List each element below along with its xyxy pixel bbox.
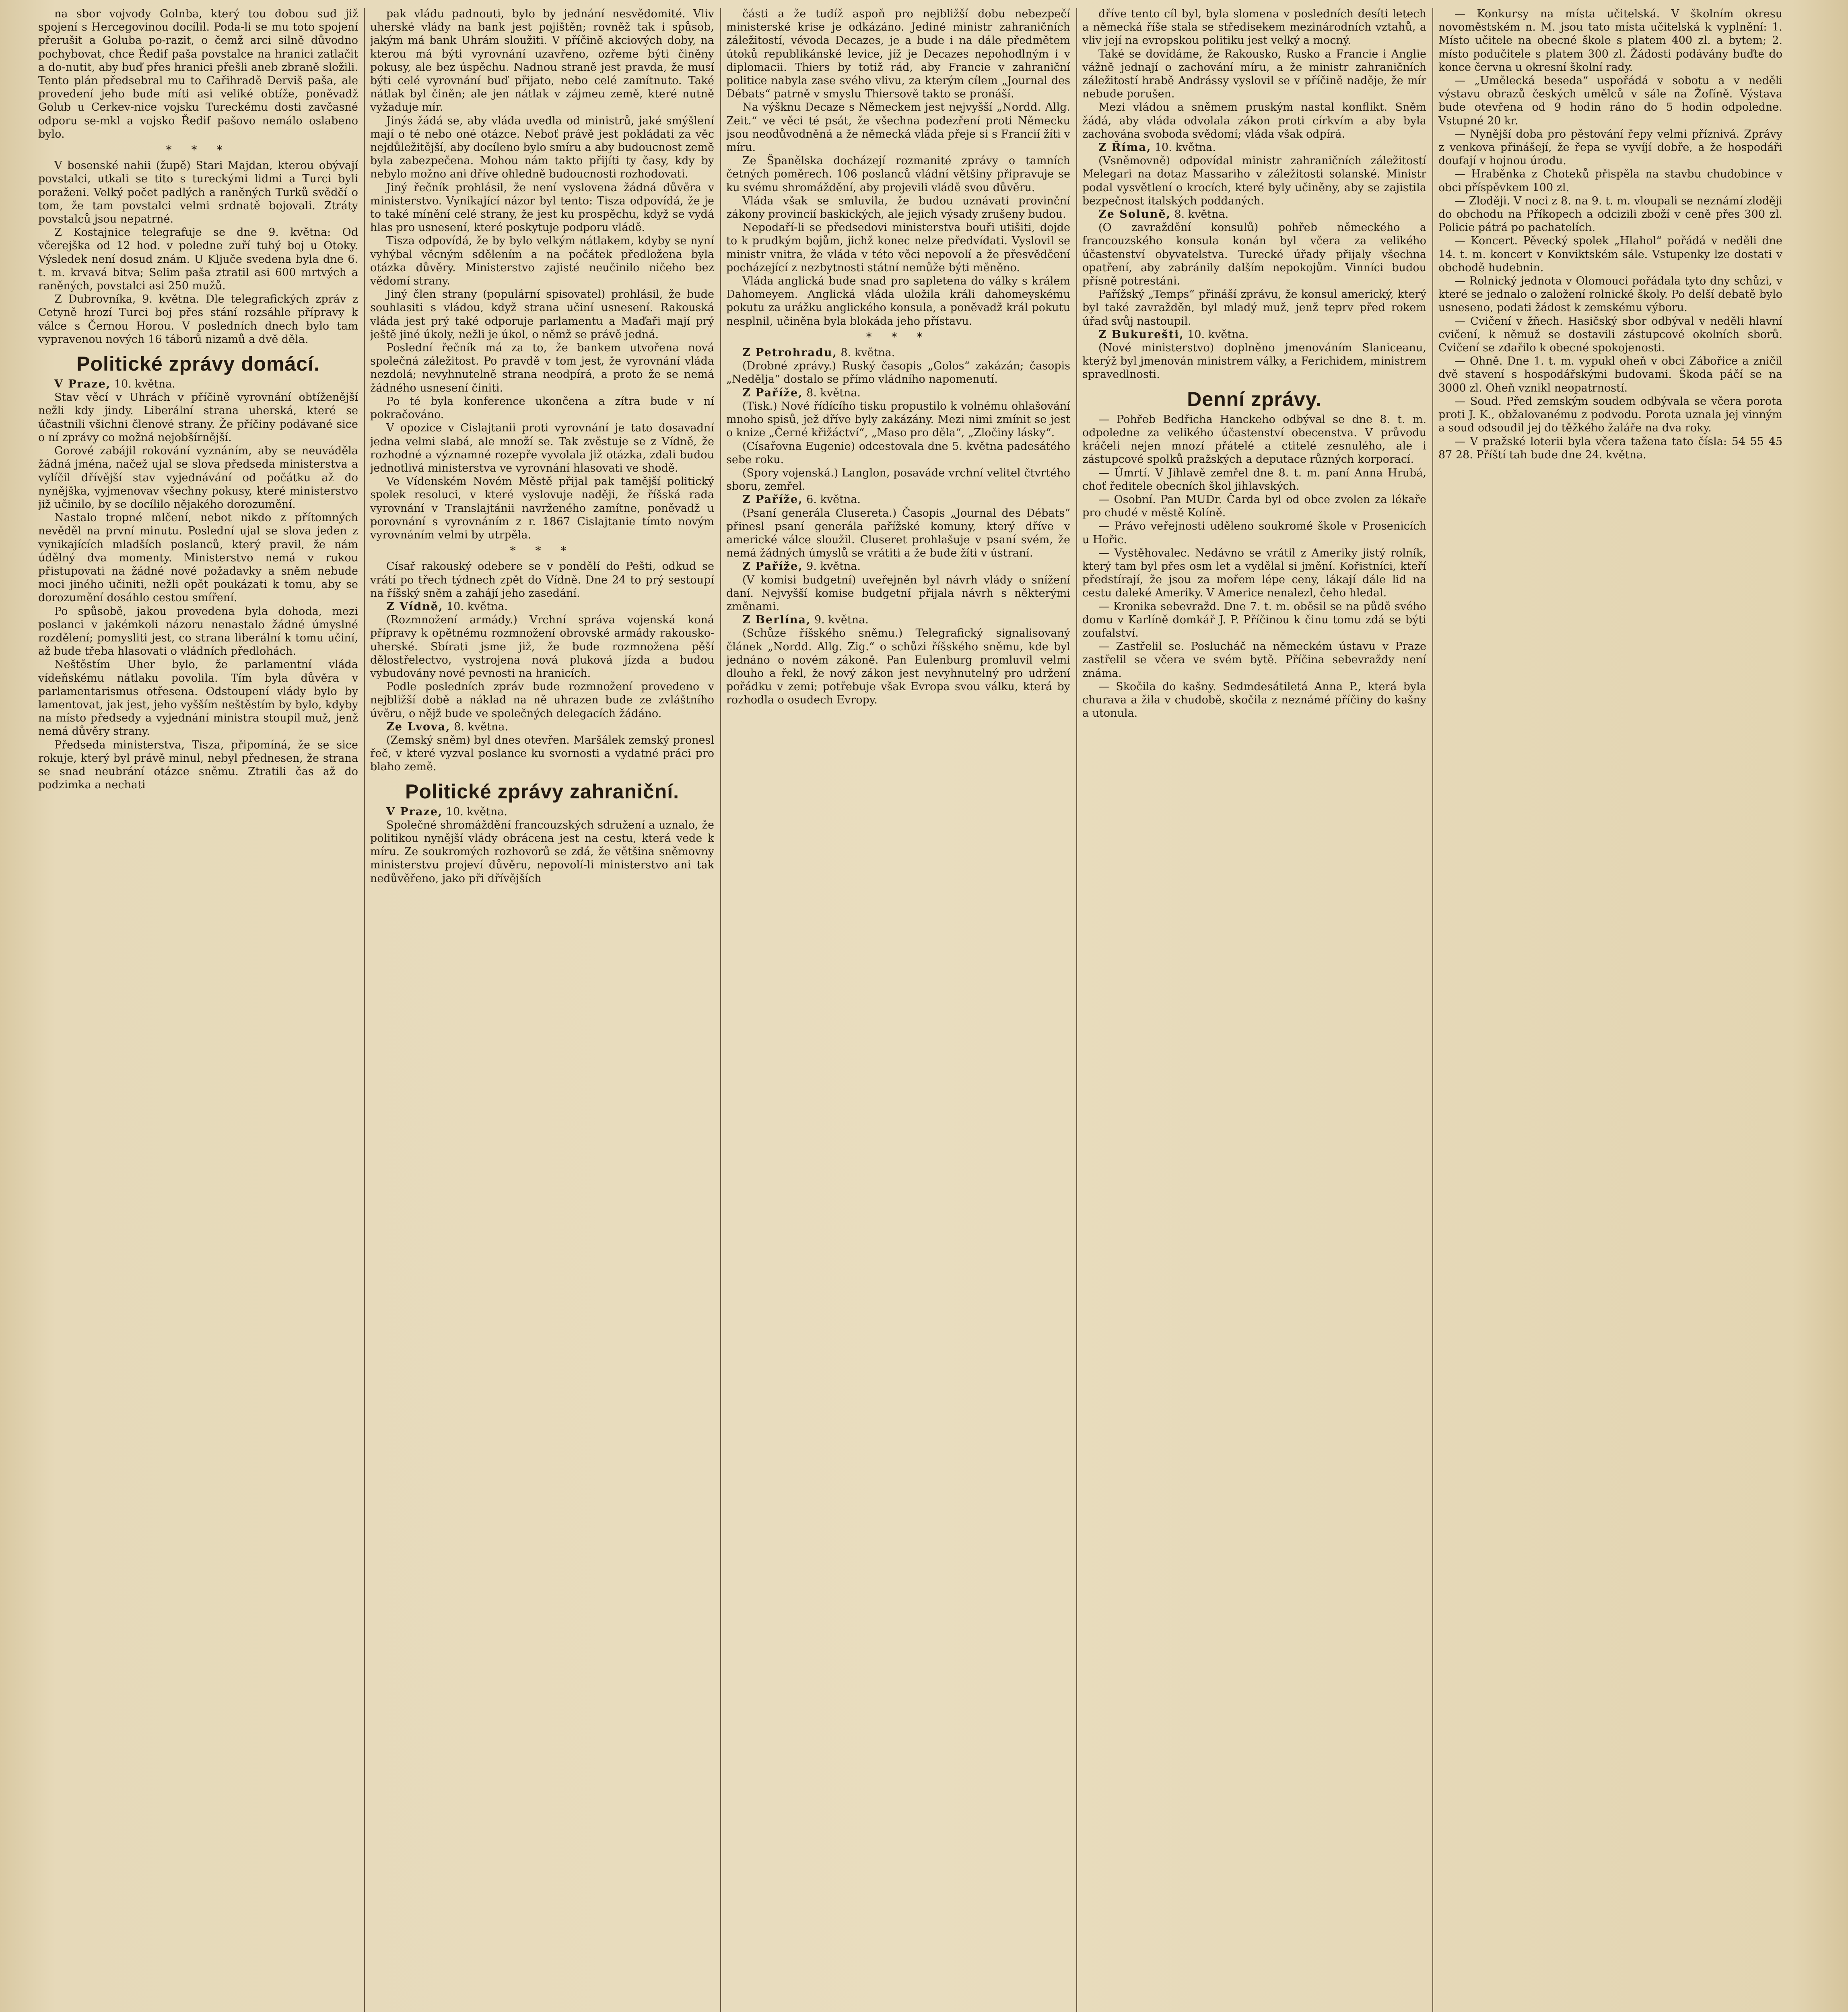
article-paragraph: Společné shromáždění francouzských sdružení a uznalo, že politikou nynější vlády obrácena jest na cestu, která vede k míru. Ze soukromých rozhovorů se zdá, že většina sněmovny ministerstvu projeví důvěru, nepovolí-li ministerstvo ani tak nedůvěřeno, jako při dřívějších bbox=[370, 818, 714, 885]
article-paragraph: (V komisi budgetní) uveřejněn byl návrh vlády o snížení daní. Nejvyšší komise budgetní přijala návrh s některými změnami. bbox=[726, 573, 1070, 613]
dateline-date: 9. května. bbox=[803, 560, 861, 573]
dateline bbox=[726, 560, 1070, 573]
article-paragraph: — Kronika sebevražd. Dne 7. t. m. oběsil se na půdě svého domu v Karlíně domkář J. P. Příčinou k činu tomu zdá se býti zoufalství. bbox=[1082, 600, 1426, 639]
dateline-place: Z Paříže, bbox=[742, 386, 803, 399]
dateline bbox=[370, 720, 714, 734]
article-paragraph: Vláda však se smluvila, že budou uznávati provinční zákony provincií baskických, ale jejich výsady zrušeny budou. bbox=[726, 194, 1070, 221]
article-paragraph: (Nové ministerstvo) doplněno jmenováním Slaniceanu, kterýž byl jmenován ministrem války, a Ferichidem, ministrem spravedlnosti. bbox=[1082, 342, 1426, 381]
article-paragraph: Poslední řečník má za to, že bankem utvořena nová společná záležitost. Po pravdě v tom jest, že vyrovnání vláda nezdolá; nevyhnutelně strana neodpírá, a proto že se nemá žádného usnesení činiti. bbox=[370, 342, 714, 394]
column-4 bbox=[1082, 7, 1426, 2012]
article-paragraph: části a že tudíž aspoň pro nejbližší dobu nebezpečí ministerské krise je odkázáno. Jediné ministr zahraničních záležitostí, vévoda Decazes, je a bude i na dále předmětem útoků republikánské levice, jíž je Decazes nepohodlným i v diplomacii. Thiers by totiž rád, aby Francie v zahraniční politice nabyla zase svého vlivu, za kterým cílem „Journal des Débats“ patrně v smyslu Thiersově takto se pronáší. bbox=[726, 8, 1070, 101]
article-paragraph: V opozice v Cislajtanii proti vyrovnání je tato dosavadní jedna velmi slabá, ale množí se. Tak zvěstuje se z Vídně, že rozhodné a významné rozepře vyvolala již otázka, zdali budou jednotlivá ministerstva ve vyrovnání hlasovati ve shodě. bbox=[370, 422, 714, 474]
column-divider bbox=[720, 8, 721, 2012]
article-paragraph: Z Kostajnice telegrafuje se dne 9. května: Od včerejška od 12 hod. v poledne zuří tuhý boj u Otoky. Výsledek není dosud znám. U Ključe svedena byla dne 6. t. m. krvavá bitva; Selim paša ztratil asi 600 mrtvých a raněných, povstalci asi 250 mužů. bbox=[38, 226, 358, 293]
dateline bbox=[1082, 141, 1426, 154]
article-paragraph: Jiný člen strany (populární spisovatel) prohlásil, že bude souhlasiti s vládou, když strana učiní usnesení. Rakouská vláda jest prý také odporuje parlamentu a Maďaři mají prý ještě jiné úkoly, nežli je úkol, o němž se právě jedná. bbox=[370, 288, 714, 341]
article-paragraph: Ve Vídenském Novém Městě přijal pak tamější politický spolek resoluci, v které vyslovuje naději, že říšská rada vyrovnání v Translajtánii navrženého zamítne, poněvadž u porovnání s vyrovnáním z r. 1867 Cislajtanie tímto novým vyrovnáním velmi by utrpěla. bbox=[370, 475, 714, 541]
dateline bbox=[38, 377, 358, 391]
dateline bbox=[1082, 208, 1426, 221]
dateline-date: 8. května. bbox=[450, 720, 508, 733]
article-paragraph: — Hraběnka z Choteků přispěla na stavbu chudobince v obci příspěvkem 100 zl. bbox=[1438, 168, 1782, 194]
dateline-place: Ze Soluně, bbox=[1098, 208, 1171, 221]
article-paragraph: Jiný řečník prohlásil, že není vyslovena žádná důvěra v ministerstvo. Vynikající názor byl tento: Tisza odpovídá, že je to také mínění celé strany, že jest ku prospěchu, když se vydá hlas pro usnesení, které poskytuje podporu vládě. bbox=[370, 181, 714, 234]
article-paragraph: — V pražské loterii byla včera tažena tato čísla: 54 55 45 87 28. Příští tah bude dne 24. května. bbox=[1438, 435, 1782, 461]
article-paragraph: (Tisk.) Nové řídícího tisku propustilo k volnému ohlašování mnoho spisů, jež dříve byly zakázány. Mezi nimi zmínit se jest o knize „Černé křižáctví“, „Maso pro děla“, „Zločiny lásky“. bbox=[726, 400, 1070, 439]
article-paragraph: — Soud. Před zemským soudem odbývala se včera porota proti J. K., obžalovanému z podvodu. Porota uznala jej vinným a soud odsoudil jej do těžkého žaláře na dva roky. bbox=[1438, 395, 1782, 435]
article-paragraph: (Drobné zprávy.) Ruský časopis „Golos“ zakázán; časopis „Nedělja“ dostalo se přímo vládního napomenutí. bbox=[726, 360, 1070, 386]
article-paragraph: — Rolnický jednota v Olomouci pořádala tyto dny schůzi, v které se jednalo o založení rolnické školy. Po delší debatě bylo usneseno, podati žádost k zemskému výboru. bbox=[1438, 275, 1782, 314]
column-1 bbox=[38, 7, 358, 2012]
article-paragraph: Z Dubrovníka, 9. května. Dle telegrafických zpráv z Cetyně hrozí Turci boj přes stání rozsáhle přípravy k válce s Černou Horou. V posledních dnech bylo tam vypravenou nových 16 táborů nizamů a dvě děla. bbox=[38, 293, 358, 346]
dateline bbox=[370, 600, 714, 613]
dateline-date: 9. května. bbox=[811, 614, 869, 627]
article-paragraph: Nastalo tropné mlčení, nebot nikdo z přítomných nevěděl na první minutu. Poslední ujal se slova jeden z vynikajících mladších poslanců, který pravil, že nám údělný dva momenty. Ministerstvo nemá v rukou přistupovati na žádné nové požadavky a sněm nebude moci jiného učiniti, nežli opět poukázati k tomu, aby se dorozumění dosáhlo cestou smíření. bbox=[38, 511, 358, 604]
article-paragraph: (Zemský sněm) byl dnes otevřen. Maršálek zemský pronesl řeč, v které vyzval poslance ku svornosti a vydatné práci pro blaho země. bbox=[370, 734, 714, 773]
section-separator: * * * bbox=[510, 544, 575, 558]
article-paragraph: (Rozmnožení armády.) Vrchní správa vojenská koná přípravy k opětnému rozmnožení obrovské armády rakousko-uherské. Sbírati jsme již, že bude rozmnožena pěší dělostřelectvo, vystrojena nová pluková jízda a budou vybudovány nové pevnosti na hranicích. bbox=[370, 614, 714, 680]
section-heading: Denní zprávy. bbox=[1187, 388, 1322, 410]
article-paragraph: — Zastřelil se. Poslucháč na německém ústavu v Praze zastřelil se včera ve svém bytě. Příčina sebevraždy není známa. bbox=[1082, 640, 1426, 680]
dateline bbox=[726, 613, 1070, 627]
column-divider bbox=[1432, 8, 1433, 2012]
section-separator: * * * bbox=[866, 330, 931, 344]
section-separator: * * * bbox=[166, 143, 231, 157]
article-paragraph: (Schůze říšského sněmu.) Telegrafický signalisovaný článek „Nordd. Allg. Zig.“ o schůzi říšského sněmu, kde byl jednáno o novém zákoně. Pan Eulenburg promluvil velmi dlouho a řekl, že nový zákon jest nevyhnutelný pro udržení pořádku v zemi; potřebuje však Evropa svou válku, která by rozhodla o osudech Evropy. bbox=[726, 627, 1070, 707]
dateline-place: V Praze, bbox=[386, 805, 443, 818]
article-paragraph: Na výšknu Decaze s Německem jest nejvyšší „Nordd. Allg. Zeit.“ ve věci té psát, že všechna podezření proti Německu jsou neodůvodněná a že německá vláda přeje si s Francií žíti v míru. bbox=[726, 101, 1070, 154]
article-paragraph: Císař rakouský odebere se v pondělí do Pešti, odkud se vrátí po třech týdnech zpět do Vídně. Dne 24 to prý sestoupí na říšský sněm a zahájí jeho zasedání. bbox=[370, 560, 714, 600]
article-paragraph: (Spory vojenská.) Langlon, posaváde vrchní velitel čtvrtého sboru, zemřel. bbox=[726, 466, 1070, 493]
dateline-date: 8. května. bbox=[1170, 208, 1229, 221]
article-paragraph: — Pohřeb Bedřicha Hanckeho odbýval se dne 8. t. m. odpoledne za velikého účastenství obecenstva. V průvodu kráčeli nejen mnozí přátelé a ctitelé zesnulého, ale i zástupcové spolků pražských a deputace různých korporací. bbox=[1082, 413, 1426, 466]
article-paragraph: (Vsněmovně) odpovídal ministr zahraničních záležitostí Melegari na dotaz Massariho v záležitosti solanské. Ministr podal vysvětlení o krocích, které byly učiněny, aby se zajistila bezpečnost italských poddaných. bbox=[1082, 155, 1426, 207]
section-heading: Politické zprávy domácí. bbox=[76, 353, 320, 375]
dateline-place: Z Petrohradu, bbox=[742, 346, 837, 359]
dateline-place: Z Paříže, bbox=[742, 560, 803, 573]
article-paragraph: Po té byla konference ukončena a zítra bude v ní pokračováno. bbox=[370, 395, 714, 421]
article-paragraph: — Cvičení v žňech. Hasičský sbor odbýval v neděli hlavní cvičení, k němuž se dostavili zástupcové okolních sborů. Cvičení se zdařilo k obecné spokojenosti. bbox=[1438, 315, 1782, 355]
dateline-place: Z Bukurešti, bbox=[1098, 328, 1184, 341]
dateline bbox=[370, 805, 714, 818]
article-paragraph: — Zloději. V noci z 8. na 9. t. m. vloupali se neznámí zloději do obchodu na Příkopech a odcizili zboží v ceně přes 300 zl. Policie pátrá po pachatelích. bbox=[1438, 194, 1782, 234]
dateline-date: 8. května. bbox=[803, 386, 861, 399]
article-paragraph: Pařížský „Temps“ přináší zprávu, že konsul americký, který byl také zavražděn, byl mladý muž, jenž teprv před rokem úřad svůj nastoupil. bbox=[1082, 288, 1426, 328]
dateline-date: 10. května. bbox=[443, 600, 508, 613]
dateline-place: Z Berlína, bbox=[742, 614, 811, 627]
article-paragraph: Podle posledních zpráv bude rozmnožení provedeno v nejbližší době a náklad na ně uhrazen bude ze zvláštního úvěru, o nějž bude ve společných delegacích žádáno. bbox=[370, 680, 714, 720]
dateline-place: Ze Lvova, bbox=[386, 720, 451, 733]
article-paragraph: — Právo veřejnosti uděleno soukromé škole v Prosenicích u Hořic. bbox=[1082, 520, 1426, 546]
article-paragraph: (O zavraždění konsulů) pohřeb německého a francouzského konsula konán byl včera za velikého účastenství obyvatelstva. Turecké úřady přijaly všechna opatření, aby zabránily dalším nepokojům. Vinníci budou přísně potrestáni. bbox=[1082, 221, 1426, 288]
article-paragraph: Nepodaří-li se předsedovi ministerstva bouři utišiti, dojde to k prudkým bojům, jichž konec nelze předvídati. Vyslovil se ministr vnitra, že vláda v této věci nepovolí a že přesvědčení pocházející z nezbytnosti státní nemůže býti měněno. bbox=[726, 221, 1070, 274]
article-paragraph: dříve tento cíl byl, byla slomena v posledních desíti letech a německá říše stala se středisekem mezinárodních vztahů, a vliv její na evropskou politiku jest velký a mocný. bbox=[1082, 8, 1426, 47]
article-paragraph: — Konkursy na místa učitelská. V školním okresu novoměstském n. M. jsou tato místa učitelská k vyplnění: 1. Místo učitele na obecné škole s platem 400 zl. a bytem; 2. místo podučitele s platem 300 zl. Žádosti podávány buďte do konce června u okresní školní rady. bbox=[1438, 8, 1782, 74]
article-paragraph: Mezi vládou a sněmem pruským nastal konflikt. Sněm žádá, aby vláda odvolala zákon proti církvím a aby byla zachována svoboda svědomí; vláda však odpírá. bbox=[1082, 101, 1426, 140]
dateline-place: V Praze, bbox=[54, 378, 111, 391]
article-paragraph: Neštěstím Uher bylo, že parlamentní vláda vídeňskému nátlaku povolila. Tím byla důvěra v parlamentarismus otřesena. Odstoupení vlády bylo by lamentovat, jak jest, jeho vyšším neštěstím by bylo, kdyby na místo předsedy a vyjednání ministra stoupil muž, jenž nemá důvěry strany. bbox=[38, 658, 358, 738]
column-3 bbox=[726, 7, 1070, 2012]
article-paragraph: na sbor vojvody Golnba, který tou dobou sud již spojení s Hercegovinou docílil. Poda-li se mu toto spojení přerušit a Goluba po-razit, o čemž arci silně důvodno pochybovat, chce Ředif paša povstalce na hranici zatlačit a do-nutit, aby buď přes hranici přešli aneb zbraně složili. Tento plán předsebral mu to Cařihradě Derviš paša, ale provedení jeho bude míti asi veliké obtíže, poněvadž Golub u Cerkev-nice vojsku Tureckému dosti zavčasné odporu se-mkl a vojsko Ředif pašovo nemálo oslabeno bylo. bbox=[38, 8, 358, 140]
article-paragraph: — Nynější doba pro pěstování řepy velmi příznivá. Zprávy z venkova přinášejí, že řepa se vyvíjí dobře, a že hospodáři doufají v hojnou úrodu. bbox=[1438, 128, 1782, 167]
dateline-place: Z Říma, bbox=[1098, 141, 1152, 154]
dateline-date: 8. května. bbox=[837, 346, 895, 359]
article-paragraph: Stav věcí v Uhrách v příčině vyrovnání obtíženější nežli kdy jindy. Liberální strana uherská, které se účastnili všichni členové strany. Že příčiny podávané sice o ní zprávy co možná nejobšírnější. bbox=[38, 391, 358, 444]
dateline bbox=[1082, 328, 1426, 341]
article-paragraph: — Ohně. Dne 1. t. m. vypukl oheň v obci Zábořice a zničil dvě stavení s hospodářskými budovami. Škoda páčí se na 3000 zl. Oheň vznikl neopatrností. bbox=[1438, 355, 1782, 394]
section-heading: Politické zprávy zahraniční. bbox=[405, 780, 680, 803]
article-paragraph: pak vládu padnouti, bylo by jednání nesvědomité. Vliv uherské vlády na bank jest pojištěn; rovněž tak i spůsob, jakým má bank Uhrám sloužiti. V příčině akciových doby, na kterou má býti vyrovnání uzavřeno, ozřeme býti činěny pokusy, ale bez úspěchu. Nadnou straně jest pravda, že musí býti celé vyrovnání buď přijato, nebo celé zamítnuto. Také nátlak byl činěn; ale jen nátlak v zájmeu země, které nutně vyžaduje mír. bbox=[370, 8, 714, 114]
dateline-place: Z Paříže, bbox=[742, 493, 803, 506]
article-paragraph: Vláda anglická bude snad pro sapletena do války s králem Dahomeyem. Anglická vláda uložila králi dahomeyskému pokutu za urážku anglického konsula, a poněvadž král pokutu nesplnil, učiněna byla blokáda jeho přístavu. bbox=[726, 275, 1070, 328]
article-paragraph: V bosenské nahii (župě) Stari Majdan, kterou obývají povstalci, utkali se tito s tureckými lidmi a Turci byli poraženi. Velký počet padlých a raněných Turků svědčí o tom, že tam povstalci velmi srdnatě bojovali. Ztráty povstalců jsou nepatrné. bbox=[38, 159, 358, 226]
dateline-place: Z Vídně, bbox=[386, 600, 443, 613]
article-paragraph: — Osobní. Pan MUDr. Čarda byl od obce zvolen za lékaře pro chudé v městě Kolíně. bbox=[1082, 493, 1426, 519]
column-divider bbox=[364, 8, 365, 2012]
dateline bbox=[726, 346, 1070, 359]
article-paragraph: Tisza odpovídá, že by bylo velkým nátlakem, kdyby se nyní vyhýbal věcným sdělením a na počátek předložena byla otázka důvěry. Ministerstvo zajisté neučinilo ničeho bez vědomí strany. bbox=[370, 235, 714, 288]
article-paragraph: (Císařovna Eugenie) odcestovala dne 5. května padesátého sebe roku. bbox=[726, 440, 1070, 466]
article-paragraph: — Vystěhovalec. Nedávno se vrátil z Ameriky jistý rolník, který tam byl přes osm let a vydělal si jmění. Kořistníci, kteří předstírají, že jsou za mořem lépe ceny, lákají dále lid na cestu daleké Ameriky. V Americe nenalezl, čeho hledal. bbox=[1082, 546, 1426, 600]
dateline-date: 6. května. bbox=[803, 493, 861, 506]
dateline-date: 10. května. bbox=[1184, 328, 1249, 341]
dateline-date: 10. května. bbox=[111, 378, 175, 391]
article-paragraph: — Skočila do kašny. Sedmdesátiletá Anna P., která byla churava a žila v chudobě, skočila z neznámé příčiny do kašny a utonula. bbox=[1082, 680, 1426, 720]
article-paragraph: Jinýs žádá se, aby vláda uvedla od ministrů, jaké smýšlení mají o té nebo oné otázce. Neboť právě jest pokládati za věc nejdůležitější, aby docíleno bylo smíru a aby budoucnost země byla zabezpečena. Mohou nám takto přijíti ty časy, kdy by nebylo možno ani dříve ohledně budoucnosti rozhodovati. bbox=[370, 114, 714, 181]
article-paragraph: — „Umělecká beseda“ uspořádá v sobotu a v neděli výstavu obrazů českých umělců v sále na Žofíně. Výstava bude otevřena od 9 hodin ráno do 5 hodin odpoledne. Vstupné 20 kr. bbox=[1438, 74, 1782, 127]
dateline bbox=[726, 386, 1070, 400]
column-2 bbox=[370, 7, 714, 2012]
article-paragraph: — Koncert. Pěvecký spolek „Hlahol“ pořádá v neděli dne 14. t. m. koncert v Konviktském sále. Vstupenky lze dostati v obchodě hudebnin. bbox=[1438, 235, 1782, 274]
dateline-date: 10. května. bbox=[1151, 141, 1216, 154]
dateline-date: 10. května. bbox=[443, 805, 507, 818]
article-paragraph: — Úmrtí. V Jihlavě zemřel dne 8. t. m. paní Anna Hrubá, choť ředitele obecních škol jihlavských. bbox=[1082, 466, 1426, 493]
article-paragraph: Předseda ministerstva, Tisza, připomíná, že se sice rokuje, který byl právě minul, nebyl přednesen, že strana se snad neubrání otázce sněmu. Ztratili čas až do podzimka a nechati bbox=[38, 738, 358, 792]
column-5 bbox=[1438, 7, 1782, 2012]
article-paragraph: Po spůsobě, jakou provedena byla dohoda, mezi poslanci v jakémkoli názoru nenastalo žádné úmyslné rozdělení; pomysliti jest, co strana liberální k tomu učiní, až bude třeba hlasovati o vládních předlohách. bbox=[38, 605, 358, 658]
article-paragraph: (Psaní generála Clusereta.) Časopis „Journal des Débats“ přinesl psaní generála pařížské komuny, který dříve v americké válce sloužil. Cluseret prohlašuje v psaní svém, že nemá žádných úmyslů se vrátiti a že bude žíti v ústraní. bbox=[726, 507, 1070, 560]
column-divider bbox=[1076, 8, 1077, 2012]
article-paragraph: Gorové zabájil rokování vyznáním, aby se neuváděla žádná jména, načež ujal se slova předseda ministerstva a vylíčil dřívější stav vyjednávání od počátku až do nynějška, vyjmenovav všechny pokusy, které ministerstvo již učinilo, by se docílilo nějakého dorozumění. bbox=[38, 445, 358, 511]
dateline bbox=[726, 493, 1070, 506]
article-paragraph: Ze Španělska docházejí rozmanité zprávy o tamních četných poměrech. 106 poslanců vládní většiny připravuje se ku svému shromáždění, aby projevili vládě svou důvěru. bbox=[726, 155, 1070, 194]
article-paragraph: Také se dovídáme, že Rakousko, Rusko a Francie i Anglie vážně jednají o zachování míru, a že ministr zahraničních záležitostí hrabě Andrássy vyslovil se v příčině naděje, že mír nebude porušen. bbox=[1082, 47, 1426, 101]
